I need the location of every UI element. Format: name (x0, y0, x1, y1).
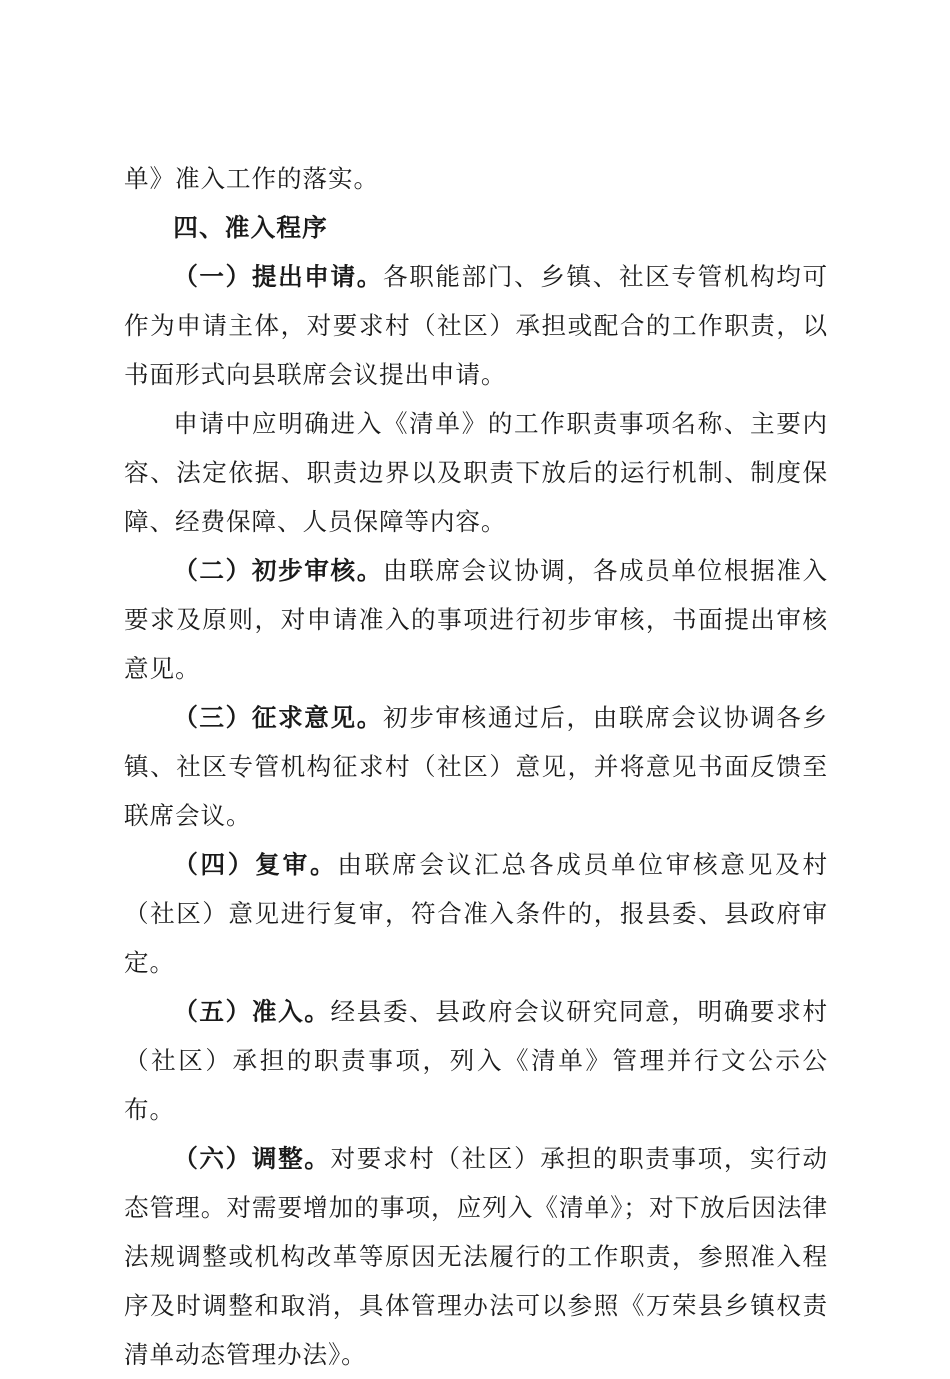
item-body: 由联席会议汇总各成员单位审核意见及村（社区）意见进行复审，符合准入条件的，报县委、县政府审定。 (124, 850, 828, 977)
item-lead: （六）调整。 (173, 1144, 331, 1173)
item-body: 对要求村（社区）承担的职责事项，实行动态管理。对需要增加的事项，应列入《清单》；对下放后因法律法规调整或机构改革等原因无法履行的工作职责，参照准入程序及时调整和取消，具体管理办法可以参照《万荣县乡镇权责清单动态管理办法》。 (124, 1144, 828, 1369)
item-body: 经县委、县政府会议研究同意，明确要求村（社区）承担的职责事项，列入《清单》管理并行文公示公布。 (124, 997, 828, 1124)
paragraph-item-2 (124, 546, 828, 693)
paragraph-item-3 (124, 693, 828, 840)
item-body: 由联席会议协调，各成员单位根据准入要求及原则，对申请准入的事项进行初步审核，书面提出审核意见。 (124, 556, 828, 683)
section-heading: 四、准入程序 (173, 213, 328, 242)
continuation-paragraph (124, 154, 828, 203)
document-body (124, 154, 828, 1379)
paragraph-item-5 (124, 987, 828, 1134)
paragraph-item-4 (124, 840, 828, 987)
paragraph-item-1-detail (124, 399, 828, 546)
item-body: 申请中应明确进入《清单》的工作职责事项名称、主要内容、法定依据、职责边界以及职责下放后的运行机制、制度保障、经费保障、人员保障等内容。 (124, 409, 828, 536)
item-lead: （一）提出申请。 (173, 262, 383, 291)
item-lead: （四）复审。 (173, 850, 338, 879)
continuation-text: 单》准入工作的落实。 (124, 164, 379, 193)
paragraph-item-6 (124, 1134, 828, 1379)
item-lead: （二）初步审核。 (173, 556, 383, 585)
item-lead: （三）征求意见。 (173, 703, 383, 732)
item-lead: （五）准入。 (173, 997, 331, 1026)
item-body: 各职能部门、乡镇、社区专管机构均可作为申请主体，对要求村（社区）承担或配合的工作职责，以书面形式向县联席会议提出申请。 (124, 262, 828, 389)
item-body: 初步审核通过后，由联席会议协调各乡镇、社区专管机构征求村（社区）意见，并将意见书面反馈至联席会议。 (124, 703, 828, 830)
paragraph-item-1 (124, 252, 828, 399)
